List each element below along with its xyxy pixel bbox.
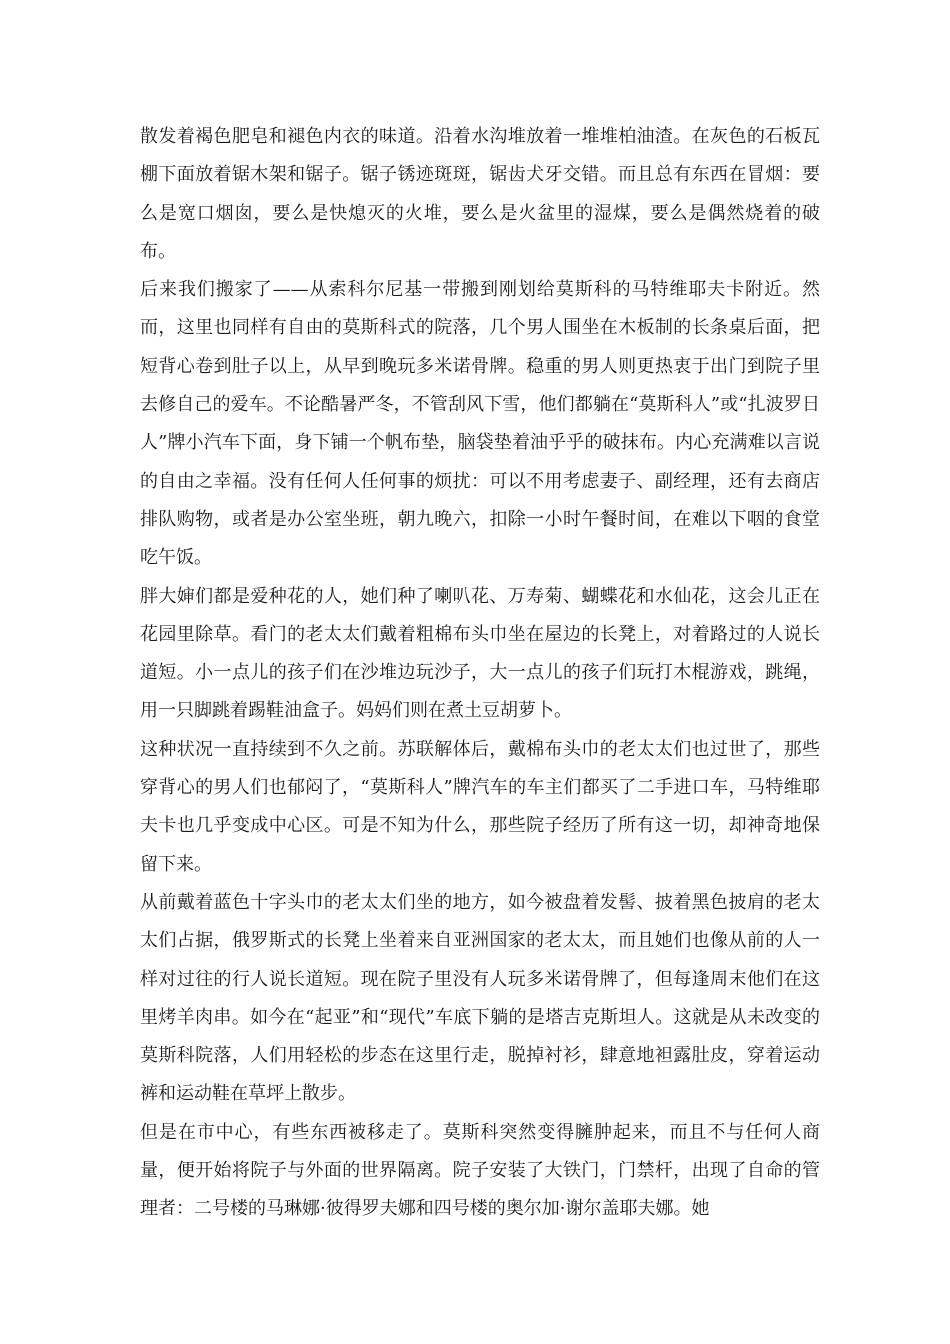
body-text	[140, 118, 820, 1229]
paragraph-4: 这种状况一直持续到不久之前。苏联解体后，戴棉布头巾的老太太们也过世了，那些穿背心的男人们也郁闷了，“莫斯科人”牌汽车的车主们都买了二手进口车，马特维耶夫卡也几乎变成中心区。可是不知为什么，那些院子经历了所有这一切，却神奇地保留下来。	[140, 738, 820, 875]
paragraph-1: 散发着褐色肥皂和褪色内衣的味道。沿着水沟堆放着一堆堆柏油渣。在灰色的石板瓦棚下面放着锯木架和锯子。锯子锈迹斑斑，锯齿犬牙交错。而且总有东西在冒烟：要么是宽口烟囱，要么是快熄灭的火堆，要么是火盆里的湿煤，要么是偶然烧着的破布。	[140, 126, 820, 262]
paragraph-3: 胖大婶们都是爱种花的人，她们种了喇叭花、万寿菊、蝴蝶花和水仙花，这会儿正在花园里除草。看门的老太太们戴着粗棉布头巾坐在屋边的长凳上，对着路过的人说长道短。小一点儿的孩子们在沙堆边玩沙子，大一点儿的孩子们玩打木棍游戏，跳绳，用一只脚跳着踢鞋油盒子。妈妈们则在煮土豆胡萝卜。	[140, 585, 820, 722]
paragraph-2: 后来我们搬家了——从索科尔尼基一带搬到刚划给莫斯科的马特维耶夫卡附近。然而，这里也同样有自由的莫斯科式的院落，几个男人围坐在木板制的长条桌后面，把短背心卷到肚子以上，从早到晚玩多米诺骨牌。稳重的男人则更热衷于出门到院子里去修自己的爱车。不论酷暑严冬，不管刮风下雪，他们都躺在“莫斯科人”或“扎波罗日人”牌小汽车下面，身下铺一个帆布垫，脑袋垫着油乎乎的破抹布。内心充满难以言说的自由之幸福。没有任何人任何事的烦扰：可以不用考虑妻子、副经理，还有去商店排队购物，或者是办公室坐班，朝九晚六，扣除一小时午餐时间，在难以下咽的食堂吃午饭。	[140, 279, 820, 569]
paragraph-5: 从前戴着蓝色十字头巾的老太太们坐的地方，如今被盘着发髻、披着黑色披肩的老太太们占据，俄罗斯式的长凳上坐着来自亚洲国家的老太太，而且她们也像从前的人一样对过往的行人说长道短。现在院子里没有人玩多米诺骨牌了，但每逢周末他们在这里烤羊肉串。如今在“起亚”和“现代”车底下躺的是塔吉克斯坦人。这就是从未改变的莫斯科院落，人们用轻松的步态在这里行走，脱掉衬衫，肆意地袒露肚皮，穿着运动裤和运动鞋在草坪上散步。	[140, 891, 820, 1105]
paragraph-6: 但是在市中心，有些东西被移走了。莫斯科突然变得臃肿起来，而且不与任何人商量，便开始将院子与外面的世界隔离。院子安装了大铁门，门禁杆，出现了自命的管理者：二号楼的马琳娜·彼得罗夫娜和四号楼的奥尔加·谢尔盖耶夫娜。她	[140, 1121, 820, 1220]
